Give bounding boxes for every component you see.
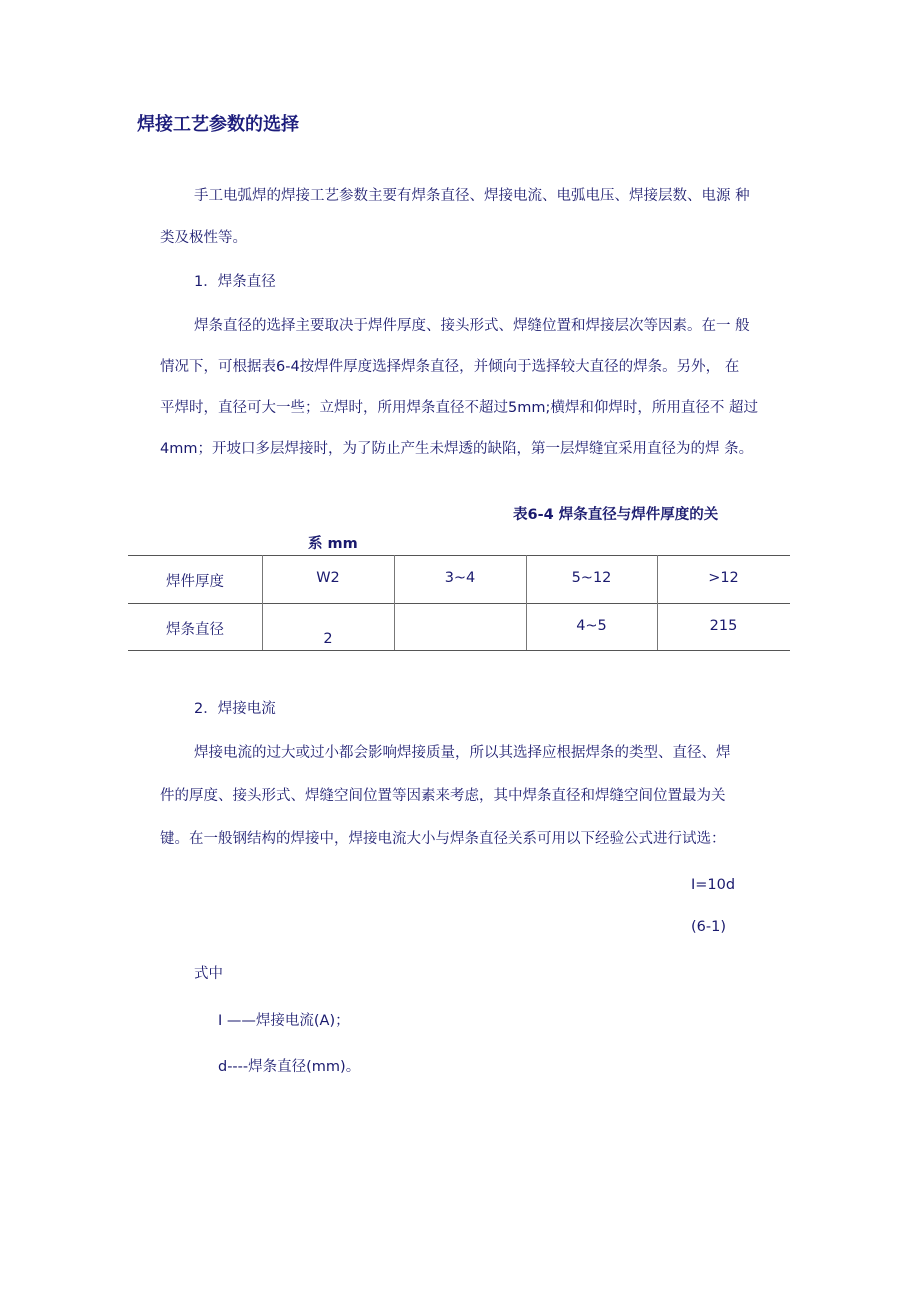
section-2-line-3: 键。在一般钢结构的焊接中，焊接电流大小与焊条直径关系可用以下经验公式进行试选： xyxy=(160,831,726,847)
table-cell: 2 xyxy=(323,631,333,647)
table-cell: W2 xyxy=(316,570,340,586)
section-1-line-4: 4mm；开坡口多层焊接时，为了防止产生未焊透的缺陷，第一层焊缝宜采用直径为的焊 条。 xyxy=(160,441,754,457)
section-1-line-2: 情况下，可根据表6-4按焊件厚度选择焊条直径，并倾向于选择较大直径的焊条。另外， 在 xyxy=(160,359,740,375)
section-2-heading: 2．焊接电流 xyxy=(194,701,276,717)
table-cell: 3~4 xyxy=(444,570,476,586)
table-cell: >12 xyxy=(708,570,739,586)
table-caption: 表6-4 焊条直径与焊件厚度的关 xyxy=(513,507,719,523)
where-label: 式中 xyxy=(194,966,223,982)
table-cell: 4~5 xyxy=(576,618,607,634)
table-cell: 215 xyxy=(709,618,738,634)
formula: I=10d xyxy=(691,877,736,893)
section-1-line-3: 平焊时，直径可大一些；立焊时，所用焊条直径不超过5mm;横焊和仰焊时，所用直径不 超过 xyxy=(160,400,758,416)
definition-diameter: d----焊条直径(mm)。 xyxy=(218,1059,361,1075)
table-row-divider xyxy=(128,603,790,604)
intro-line-2: 类及极性等。 xyxy=(160,230,247,246)
section-1-line-1: 焊条直径的选择主要取决于焊件厚度、接头形式、焊缝位置和焊接层次等因素。在一 般 xyxy=(194,318,750,334)
page-title: 焊接工艺参数的选择 xyxy=(137,114,299,135)
table-bottom-border xyxy=(128,650,790,651)
table-cell: 焊条直径 xyxy=(166,622,224,638)
section-2-line-2: 件的厚度、接头形式、焊缝空间位置等因素来考虑，其中焊条直径和焊缝空间位置最为关 xyxy=(160,788,726,804)
table-cell: 5~12 xyxy=(571,570,612,586)
section-2-line-1: 焊接电流的过大或过小都会影响焊接质量，所以其选择应根据焊条的类型、直径、焊 xyxy=(194,745,731,761)
formula-number: (6-1) xyxy=(691,919,726,935)
table-top-border xyxy=(128,555,790,556)
section-1-heading: 1．焊条直径 xyxy=(194,274,276,290)
definition-current: I ——焊接电流(A)； xyxy=(218,1013,350,1029)
table-caption-continued: 系 mm xyxy=(308,536,358,552)
table-cell: 焊件厚度 xyxy=(166,574,224,590)
intro-line-1: 手工电弧焊的焊接工艺参数主要有焊条直径、焊接电流、电弧电压、焊接层数、电源 种 xyxy=(194,188,750,204)
